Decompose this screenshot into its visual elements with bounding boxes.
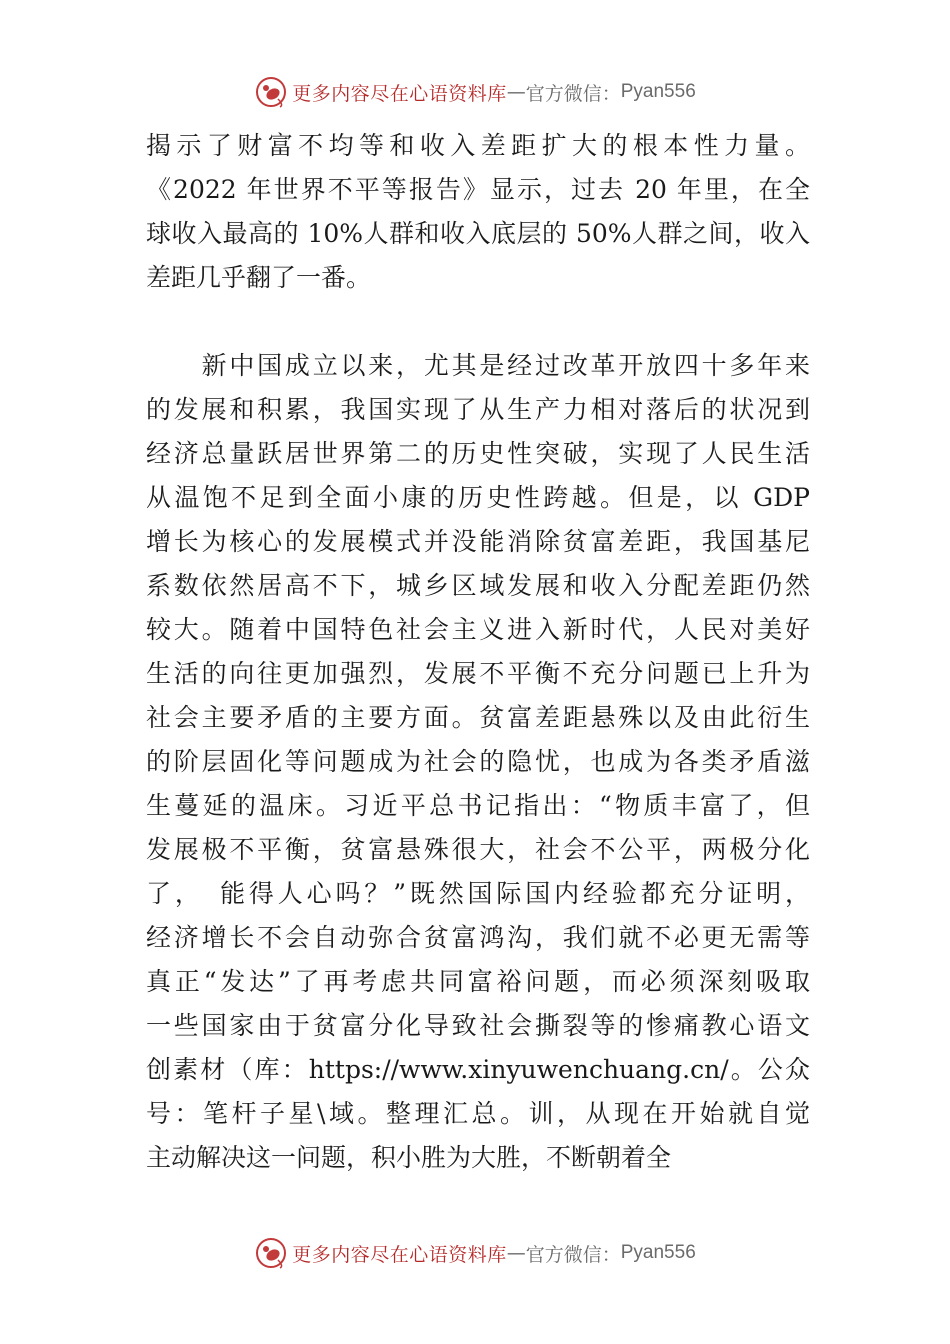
footer-watermark-banner bbox=[0, 1231, 950, 1275]
text-line: 一些国家由于贫富分化导致社会撕裂等的惨痛教心语文 bbox=[146, 1011, 810, 1040]
paragraph-1 bbox=[146, 124, 810, 300]
text-line: 主动解决这一问题，积小胜为大胜，不断朝着全 bbox=[146, 1143, 672, 1172]
mouse-logo-icon bbox=[254, 1236, 288, 1270]
text-line: 创素材（库：https://www.xinyuwenchuang.cn/。公众 bbox=[146, 1055, 810, 1084]
banner-contact-label: 官方微信： bbox=[525, 1243, 621, 1266]
text-line: 较大。随着中国特色社会主义进入新时代，人民对美好 bbox=[146, 615, 810, 644]
banner-contact-id: Pyan556 bbox=[620, 81, 696, 102]
banner-main-text: 更多内容尽在心语资料库 bbox=[292, 1243, 507, 1266]
text-line: 的发展和积累，我国实现了从生产力相对落后的状况到 bbox=[146, 395, 810, 424]
text-line: 系数依然居高不下，城乡区域发展和收入分配差距仍然 bbox=[146, 571, 810, 600]
text-line: 生蔓延的温床。习近平总书记指出：“物质丰富了，但 bbox=[146, 791, 810, 820]
text-line: 揭示了财富不均等和收入差距扩大的根本性力量。 bbox=[146, 131, 810, 160]
banner-separator: — bbox=[506, 1242, 526, 1264]
text-line: 社会主要矛盾的主要方面。贫富差距悬殊以及由此衍生 bbox=[146, 703, 810, 732]
text-line: 经济总量跃居世界第二的历史性突破，实现了人民生活 bbox=[146, 439, 810, 468]
text-line: 新中国成立以来，尤其是经过改革开放四十多年来 bbox=[146, 351, 810, 380]
text-line: 差距几乎翻了一番。 bbox=[146, 263, 372, 292]
header-watermark-banner bbox=[0, 70, 950, 114]
banner-main-text: 更多内容尽在心语资料库 bbox=[292, 82, 507, 105]
text-line: 真正“发达”了再考虑共同富裕问题，而必须深刻吸取 bbox=[146, 967, 810, 996]
text-line: 号：笔杆子星\域。整理汇总。训，从现在开始就自觉 bbox=[146, 1099, 810, 1128]
text-line: 发展极不平衡，贫富悬殊很大，社会不公平，两极分化 bbox=[146, 835, 810, 864]
text-line: 经济增长不会自动弥合贫富鸿沟，我们就不必更无需等 bbox=[146, 923, 810, 952]
document-body bbox=[146, 124, 810, 1180]
text-line: 的阶层固化等问题成为社会的隐忧，也成为各类矛盾滋 bbox=[146, 747, 810, 776]
paragraph-spacer bbox=[146, 300, 810, 344]
text-line: 生活的向往更加强烈，发展不平衡不充分问题已上升为 bbox=[146, 659, 810, 688]
paragraph-2 bbox=[146, 344, 810, 1180]
text-line: 《2022 年世界不平等报告》显示，过去 20 年里，在全 bbox=[146, 175, 810, 204]
banner-separator: — bbox=[506, 81, 526, 103]
text-line: 了， 能得人心吗？”既然国际国内经验都充分证明， bbox=[146, 879, 810, 908]
text-line: 增长为核心的发展模式并没能消除贫富差距，我国基尼 bbox=[146, 527, 810, 556]
text-line: 球收入最高的 10%人群和收入底层的 50%人群之间，收入 bbox=[146, 219, 810, 248]
mouse-logo-icon bbox=[254, 75, 288, 109]
banner-contact-id: Pyan556 bbox=[620, 1242, 696, 1263]
text-line: 从温饱不足到全面小康的历史性跨越。但是，以 GDP bbox=[146, 483, 810, 512]
banner-contact-label: 官方微信： bbox=[525, 82, 621, 105]
